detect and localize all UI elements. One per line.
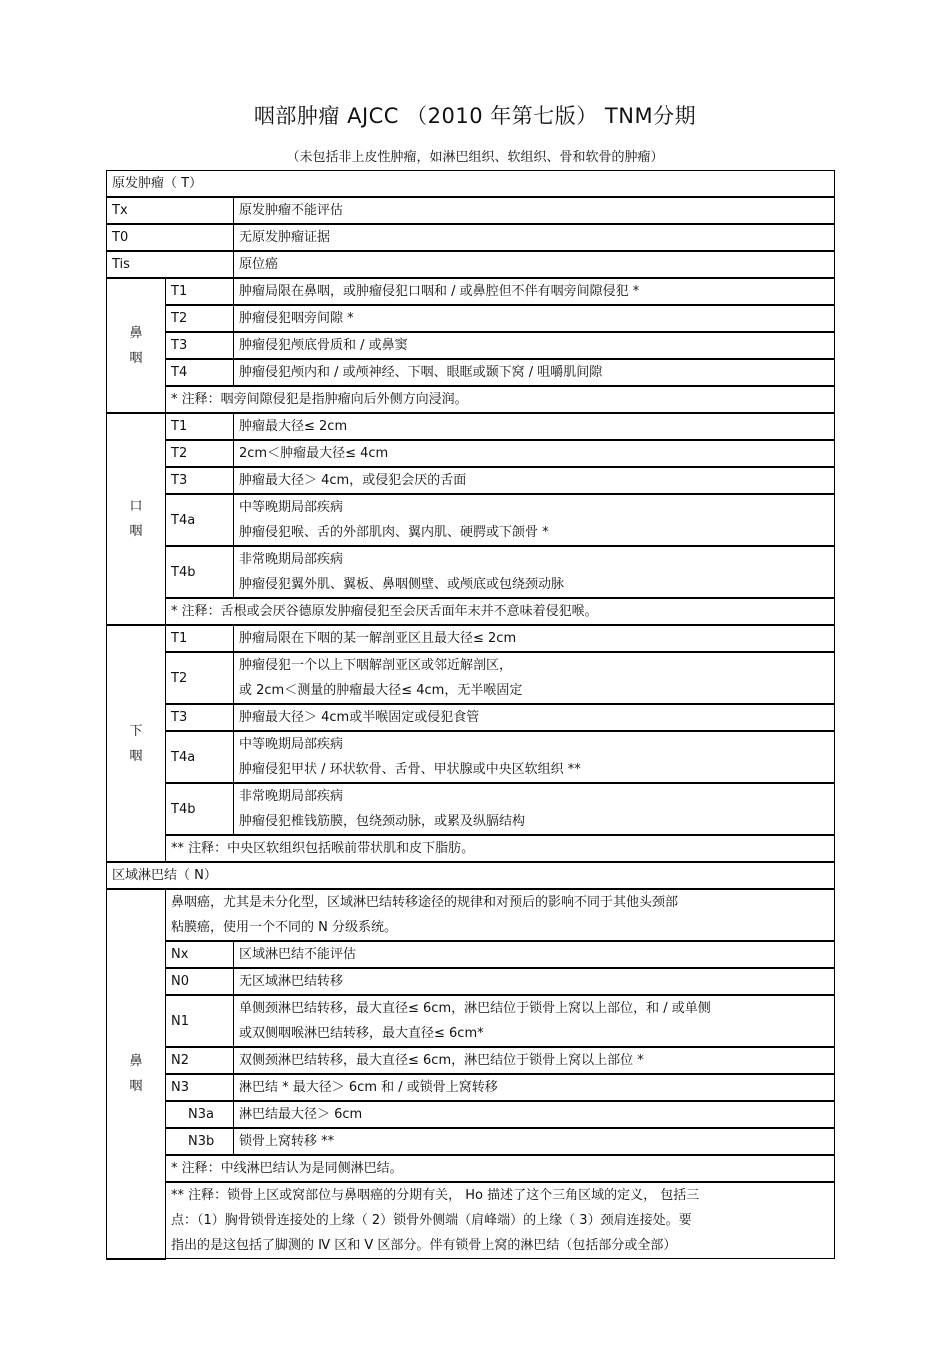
table-row [107, 783, 835, 835]
stage-description: 淋巴结最大径＞ 6cm [234, 1101, 835, 1128]
table-note-row [107, 1182, 835, 1259]
table-row [107, 440, 835, 467]
table-row [107, 413, 835, 440]
site-nasopharynx-n: 鼻 咽 [107, 889, 166, 1259]
stage-description: 非常晚期局部疾病 肿瘤侵犯椎钱筋膜，包绕颈动脉，或累及纵膈结构 [234, 783, 835, 835]
table-row [107, 332, 835, 359]
stage-description: 双侧颈淋巴结转移，最大直径≤ 6cm，淋巴结位于锁骨上窝以上部位 * [234, 1047, 835, 1074]
table-row [107, 467, 835, 494]
footnote: * 注释：舌根或会厌谷德原发肿瘤侵犯至会厌舌面年末并不意味着侵犯喉。 [166, 598, 835, 625]
table-row [107, 1047, 835, 1074]
table-row [107, 197, 835, 224]
stage-description: 原位癌 [234, 251, 835, 278]
stage-description: 中等晚期局部疾病 肿瘤侵犯喉、舌的外部肌肉、翼内肌、硬腭或下颌骨 * [234, 494, 835, 546]
stage-code: T4b [166, 783, 234, 835]
stage-code: Nx [166, 941, 234, 968]
table-note-row [107, 835, 835, 862]
stage-description: 肿瘤局限在下咽的某一解剖亚区且最大径≤ 2cm [234, 625, 835, 652]
table-row [107, 652, 835, 704]
table-intro-row [107, 889, 835, 941]
table-row [107, 494, 835, 546]
stage-description: 淋巴结 * 最大径＞ 6cm 和 / 或锁骨上窝转移 [234, 1074, 835, 1101]
section-title: 原发肿瘤（ T） [107, 171, 835, 198]
stage-description: 原发肿瘤不能评估 [234, 197, 835, 224]
table-note-row [107, 598, 835, 625]
table-row [107, 251, 835, 278]
stage-description: 肿瘤最大径＞ 4cm，或侵犯会厌的舌面 [234, 467, 835, 494]
site-oropharynx: 口 咽 [107, 413, 166, 625]
table-row [107, 305, 835, 332]
stage-code: Tx [107, 197, 234, 224]
table-row [107, 1101, 835, 1128]
table-note-row [107, 386, 835, 413]
site-hypopharynx: 下 咽 [107, 625, 166, 862]
stage-code: T2 [166, 305, 234, 332]
stage-code: N2 [166, 1047, 234, 1074]
stage-code: T3 [166, 704, 234, 731]
stage-code: N3b [166, 1128, 234, 1155]
table-row [107, 704, 835, 731]
section-header-regional [107, 862, 835, 889]
stage-description: 区域淋巴结不能评估 [234, 941, 835, 968]
page-subtitle: （未包括非上皮性肿瘤，如淋巴组织、软组织、骨和软骨的肿瘤） [286, 150, 664, 165]
stage-code: N0 [166, 968, 234, 995]
table-note-row [107, 1155, 835, 1182]
stage-description: 无区域淋巴结转移 [234, 968, 835, 995]
stage-code: Tis [107, 251, 234, 278]
section-header-primary [107, 171, 835, 198]
page-title: 咽部肿瘤 AJCC （2010 年第七版） TNM分期 [253, 104, 697, 128]
table-row [107, 731, 835, 783]
stage-code: T1 [166, 625, 234, 652]
footnote: ** 注释：锁骨上区或窝部位与鼻咽癌的分期有关， Ho 描述了这个三角区域的定义， 包括三 点：（1）胸骨锁骨连接处的上缘（ 2）锁骨外侧端（肩峰端）的上缘（ 3）颈肩连接处。要 指出的是这包括了脚测的 Ⅳ 区和 Ⅴ 区部分。伴有锁骨上窝的淋巴结（包括部分或全部） [166, 1182, 835, 1259]
stage-code: T2 [166, 440, 234, 467]
table-row [107, 224, 835, 251]
table-row [107, 941, 835, 968]
table-row [107, 968, 835, 995]
tnm-table [106, 170, 835, 1260]
stage-description: 肿瘤侵犯咽旁间隙 * [234, 305, 835, 332]
stage-description: 单侧颈淋巴结转移，最大直径≤ 6cm，淋巴结位于锁骨上窝以上部位，和 / 或单侧 或双侧咽喉淋巴结转移，最大直径≤ 6cm* [234, 995, 835, 1047]
stage-description: 无原发肿瘤证据 [234, 224, 835, 251]
stage-code: N3 [166, 1074, 234, 1101]
stage-description: 肿瘤局限在鼻咽，或肿瘤侵犯口咽和 / 或鼻腔但不伴有咽旁间隙侵犯 * [234, 278, 835, 305]
stage-code: T4a [166, 731, 234, 783]
stage-code: T3 [166, 467, 234, 494]
intro-text: 鼻咽癌，尤其是未分化型，区域淋巴结转移途径的规律和对预后的影响不同于其他头颈部 粘膜癌，使用一个不同的 N 分级系统。 [166, 889, 835, 941]
table-row [107, 995, 835, 1047]
stage-description: 肿瘤侵犯一个以上下咽解剖亚区或邻近解剖区， 或 2cm＜测量的肿瘤最大径≤ 4cm，无半喉固定 [234, 652, 835, 704]
site-nasopharynx: 鼻 咽 [107, 278, 166, 413]
table-row [107, 1128, 835, 1155]
stage-code: T3 [166, 332, 234, 359]
footnote: * 注释：咽旁间隙侵犯是指肿瘤向后外侧方向浸润。 [166, 386, 835, 413]
stage-description: 非常晚期局部疾病 肿瘤侵犯翼外肌、翼板、鼻咽侧壁、或颅底或包绕颈动脉 [234, 546, 835, 598]
stage-description: 中等晚期局部疾病 肿瘤侵犯甲状 / 环状软骨、舌骨、甲状腺或中央区软组织 ** [234, 731, 835, 783]
table-row [107, 625, 835, 652]
stage-code: T4 [166, 359, 234, 386]
stage-code: N3a [166, 1101, 234, 1128]
stage-description: 锁骨上窝转移 ** [234, 1128, 835, 1155]
stage-code: T2 [166, 652, 234, 704]
footnote: ** 注释：中央区软组织包括喉前带状肌和皮下脂肪。 [166, 835, 835, 862]
stage-code: T1 [166, 413, 234, 440]
stage-description: 肿瘤最大径＞ 4cm或半喉固定或侵犯食管 [234, 704, 835, 731]
stage-description: 肿瘤最大径≤ 2cm [234, 413, 835, 440]
table-row [107, 546, 835, 598]
table-row [107, 278, 835, 305]
stage-code: N1 [166, 995, 234, 1047]
stage-code: T4a [166, 494, 234, 546]
section-title: 区域淋巴结（ N） [107, 862, 835, 889]
stage-description: 2cm＜肿瘤最大径≤ 4cm [234, 440, 835, 467]
table-row [107, 359, 835, 386]
footnote: * 注释：中线淋巴结认为是同侧淋巴结。 [166, 1155, 835, 1182]
stage-code: T1 [166, 278, 234, 305]
table-row [107, 1074, 835, 1101]
stage-code: T0 [107, 224, 234, 251]
stage-description: 肿瘤侵犯颅底骨质和 / 或鼻窦 [234, 332, 835, 359]
stage-description: 肿瘤侵犯颅内和 / 或颅神经、下咽、眼眶或颞下窝 / 咀嚼肌间隙 [234, 359, 835, 386]
stage-code: T4b [166, 546, 234, 598]
